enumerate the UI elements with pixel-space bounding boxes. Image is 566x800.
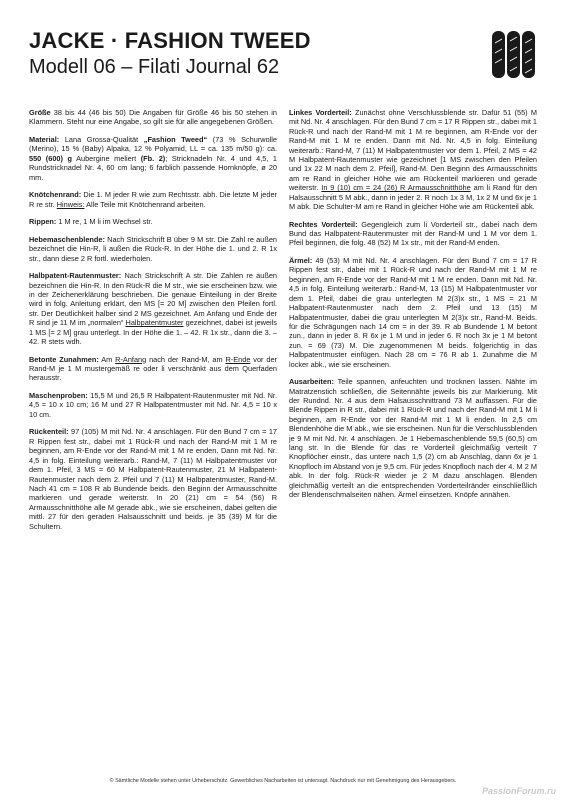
section-text: gezeichnet, dabei ist jeweils 1 MS [= 2 M] grau unterlegt. In der Höhe die 1. – 42. R 1x str., dann die 3. – 42. R stets wdh. [29, 318, 277, 347]
copyright-footer: © Sämtliche Modelle stehen unter Urheberschutz. Gewerbliches Nacharbeiten ist untersagt. Nachdruck nur mit Genehmigung des Herausgebers. [109, 778, 457, 784]
section-text: Teile spannen, anfeuchten und trocknen lassen. Nähte im Matratzenstich schließen, die Seitennähte jeweils bis zur Markierung. Mit der Rundnd. Nr. 4 aus dem Halsausschnittrand 73 M auffassen. Für die Blende Rippen in R str., dabei mit 1 Rück-R und nach der Rand-M mit 1 M li beginnen, am R-Ende vor der Rand-M mit 1 M li enden. In 2,5 cm Blendenhöhe die M abk., wie sie erscheinen. Nun für die Verschlussblenden je 9 M mit Nd. Nr. 4 anschlagen. Je 1 Hebemaschenblende 59,5 (60,5) cm lang str. In die Blende für das re Vorderteil gleichmäßig verteilt 7 Knopflöcher einstr., das untere nach 1,5 (2) cm ab Anschlag, dann 6x je 1 Knopfloch im Abstand von je 9,5 cm. Für jedes Knopfloch nach der 4. M 2 M abk. In der folg. Rück-R wieder je 2 M dazu anschlagen. Blenden gleichmäßig verteilt an die entsprechenden Vorderteilränder einschließlich der Blendenschmalseiten nähen. Ärmel einsetzen. Knöpfe annähen. [289, 377, 537, 499]
section-rueckenteil [29, 427, 277, 530]
section-heading: Größe [29, 108, 51, 117]
section-text: vor der Rand-M je 1 M mustergemäß re oder li verschränkt aus dem Querfaden herausstr. [29, 354, 277, 383]
underlined-term: R-Ende [225, 354, 251, 364]
section-heading: Halbpatent-Rautenmuster: [29, 271, 122, 281]
section-text: Nach Strickschrift B über 9 M str. Die Zahl re außen bezeichnet die Hin-R, li außen die Rück-R. In der Höhe die 1. und 2. R 1x str., dann diese 2 R fortl. wiederholen. [29, 234, 277, 263]
section-text: Lana Grossa-Qualität [64, 135, 144, 144]
left-column [29, 108, 277, 531]
yarn-amount: 550 (600) g [29, 153, 72, 163]
section-heading: Maschenproben: [29, 391, 88, 401]
section-text: Aubergine meliert [71, 153, 141, 163]
section-text: 1 M re, 1 M li im Wechsel str. [56, 217, 153, 227]
section-material [29, 135, 277, 182]
section-text: Gegengleich zum li Vorderteil str., dabei nach dem Bund das Halbpatent-Rautenmuster mit der Rand-M und 1 M vor dem 1. Pfeil beginnen, die folg. 48 (52) M 1x str., mit der Rand-M enden. [289, 219, 537, 248]
underlined-term: R-Anfang [115, 354, 147, 364]
section-heading: Ärmel: [289, 256, 313, 266]
section-heading: Rückenteil: [29, 427, 69, 437]
section-hebemaschenblende [29, 235, 277, 263]
section-text: Am [98, 354, 116, 364]
section-text: 97 (105) M mit Nd. Nr. 4 anschlagen. Für den Bund 7 cm = 17 R Rippen fest str., dabei mit 1 Rück-R und nach der Rand-M mit 1 M re beginnen, am R-Ende vor der Rand-M mit 1 M re enden. Dann mit Nd. Nr. 4,5 in folg. Einteilung weiterarb.: Rand-M, 7 (11) M Halbpatentmuster vor dem 1. Pfeil, 3 MS = 60 M Halbpatent-Rautenmuster, 21 M Halbpatent-Rautenmuster nach dem 2. Pfeil und 7 (11) M Halbpatentmuster, Rand-M. Nach 41 cm = 108 R ab Bundende beids. den Beginn der Armausschnitte markieren und gerade weiterstr. In 20 (21) cm = 54 (56) R Armausschnitthöhe alle M gerade abk., wie sie erscheinen, dabei gelten die mittl. 27 für den geraden Halsausschnitt und beids. je 35 (39) M für die Schultern. [29, 427, 277, 531]
section-linkes-vorderteil [289, 108, 537, 211]
section-text: 49 (53) M mit Nd. Nr. 4 anschlagen. Für den Bund 7 cm = 17 R Rippen fest str., dabei mit 1 Rück-R und nach der Rand-M mit 1 M re beginnen, am R-Ende vor der Rand-M mit 1 M re enden. Dann mit Nd. Nr. 4,5 in folg. Einteilung weiterarb.: Rand-M, 13 (15) M Halbpatentmuster vor dem 1. Pfeil, dabei die grau unterlegten M 2(3)x str., 1 MS = 21 M Halbpatent-Rautenmuster nach dem 2. Pfeil und 13 (15) M Halbpatentmuster, dabei die grau unterlegten M 2(3)x str., Rand-M. Beids. für die Schrägungen nach 14 cm = in der 39. R ab Bundende 1 M betont zun., dann in jeder 8. R 6x je 1 M und in jeder 6. R noch 3x je 1 M betont zun. = 69 (73) M. Die zugenommenen M beids. folgerichtig in das Halbpatentmuster einfügen. Nach 28 cm = 76 R ab 1. Zunahme die M locker abk., wie sie erscheinen. [289, 256, 537, 369]
underlined-term: Halbpatentmuster [125, 318, 184, 328]
section-text: (73 % Schurwolle (Merino), 15 % (Baby) Alpaka, 12 % Polyamid, LL = ca. 135 m/50 g): ca. [29, 135, 278, 154]
right-column [289, 108, 537, 499]
hint-label: Hinweis: [56, 199, 85, 209]
page-title: JACKE · FASHION TWEED [29, 28, 311, 53]
section-knoetchenrand [29, 190, 277, 209]
section-heading: Material: [29, 135, 60, 144]
section-heading: Ausarbeiten: [289, 377, 334, 387]
section-text: ; Stricknadeln Nr. 4 und 4,5, 1 Rundstricknadel Nr. 4, 60 cm lang; 6 farblich passende Hornknöpfe, ø 20 mm. [29, 153, 278, 182]
section-betonte-zunahmen [29, 355, 277, 383]
section-text: Nach Strickschrift A str. Die Zahlen re außen bezeichnen die Hin-R. In den Rück-R die M str., wie sie erscheinen bzw. wie in der Zeichenerklärung beschrieben. Die genaue Einteilung in der Breite wird in folg. Anleitung erklärt, den MS [= 20 M] zwischen den Pfeilen fortl. str. Der Deutlichkeit halber sind 2 MS gezeichnet. Am Anfang und Ende der R sind je 11 M im „normalen“ [29, 271, 277, 328]
section-ausarbeiten [289, 377, 537, 499]
section-text: 15,5 M und 26,5 R Halbpatent-Rautenmuster mit Nd. Nr. 4,5 = 10 x 10 cm; 16 M und 27 R Halbpatentmuster mit Nd. Nr. 4,5 = 10 x 10 cm. [29, 391, 277, 419]
section-text: am li Rand für den Halsausschnitt 5 M abk., dann in jeder 2. R noch 1x 3 M, 1x 2 M und 6x je 1 M abk. Die Schulter-M am re Rand in gleicher Höhe wie am Rückenteil abk. [289, 183, 537, 212]
section-rechtes-vorderteil [289, 220, 537, 248]
section-groesse [29, 108, 277, 127]
underlined-term: In 9 (10) cm = 24 (26) R Armausschnitthöhe [321, 183, 471, 193]
section-heading: Rippen: [29, 217, 57, 227]
section-aermel [289, 256, 537, 369]
section-heading: Knötchenrand: [29, 190, 82, 200]
lana-grossa-logo [491, 29, 537, 79]
yarn-color-number: (Fb. 2) [140, 153, 166, 163]
section-heading: Betonte Zunahmen: [29, 354, 99, 364]
section-heading: Linkes Vorderteil: [289, 108, 352, 117]
section-text: nach der Rand-M, am [146, 354, 226, 364]
section-heading: Rechtes Vorderteil: [289, 219, 358, 229]
section-maschenproben [29, 391, 277, 419]
page-subtitle: Modell 06 – Filati Journal 62 [29, 56, 280, 78]
lana-grossa-logo-icon [491, 29, 537, 79]
section-halbpatent-rautenmuster [29, 271, 277, 346]
section-text: Die 1. M jeder R wie zum Rechtsstr. abh. Die letzte M jeder R re str. [29, 190, 277, 209]
section-heading: Hebemaschenblende: [29, 234, 105, 244]
yarn-name: „Fashion Tweed“ [143, 135, 208, 144]
section-rippen [29, 217, 277, 226]
section-text: Zunächst ohne Verschlussblende str. Dafür 51 (55) M mit Nd. Nr. 4 anschlagen. Für den Bund 7 cm = 17 R Rippen str., dabei mit 1 Rück-R und nach der Rand-M mit 1 M re beginnen, am R-Ende vor der Rand-M mit 1 M re enden. Dann mit Nd. Nr. 4,5 in folg. Einteilung weiterarb.: Rand-M, 7 (11) M Halbpatentmuster vor dem 1. Pfeil, 2 MS = 42 M Halbpatent-Rautenmuster wie gezeichnet [1 MS zwischen den Pfeilen und 1x 22 M nach dem 2. Pfeil], Rand-M. Den Beginn des Armausschnitts am re Rand in gleicher Höhe wie am Rückenteil markieren und gerade weiterstr. [289, 108, 537, 193]
section-text: Alle Teile mit Knötchenrand arbeiten. [84, 199, 206, 209]
section-text: 38 bis 44 (46 bis 50) Die Angaben für Größe 46 bis 50 stehen in Klammern. Steht nur eine Angabe, so gilt sie für alle angegebenen Größen. [29, 108, 278, 127]
watermark: PassionForum.ru [481, 786, 556, 796]
